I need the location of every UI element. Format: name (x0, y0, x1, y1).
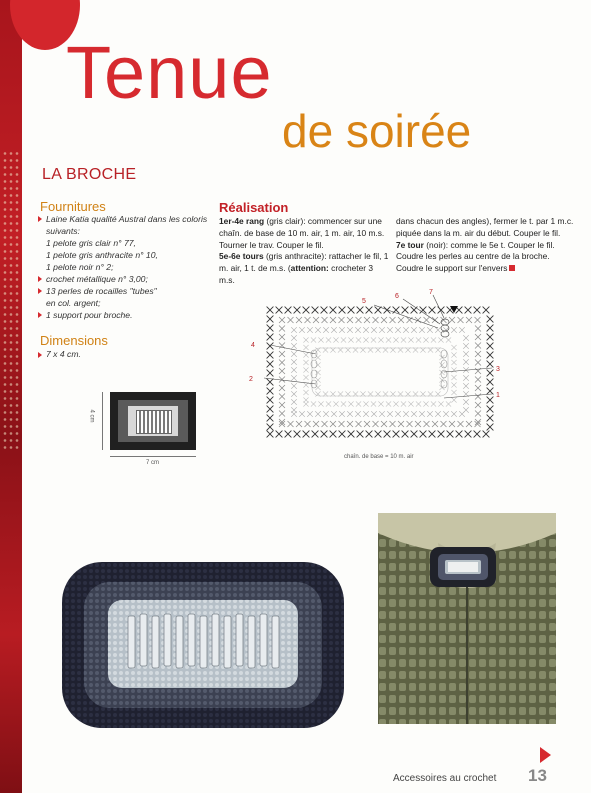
section-title: LA BROCHE (42, 166, 137, 183)
list-item: 1 pelote gris clair n° 77, (46, 238, 136, 248)
diagram-label-1: 1 (496, 392, 500, 399)
fournitures-heading: Fournitures (40, 199, 106, 214)
diagram-label-5: 5 (362, 298, 366, 305)
height-dimension-line (102, 392, 103, 450)
diagram-caption: chaîn. de base = 10 m. air (344, 454, 414, 460)
stitch-marks (267, 307, 494, 438)
bead-icon (260, 614, 267, 666)
bead-icon (248, 616, 255, 668)
diagram-label-6: 6 (395, 293, 399, 300)
diagram-label-3: 3 (496, 366, 500, 373)
list-item: Laine Katia qualité Austral dans les coloris suivants: (38, 213, 218, 237)
bead-icon (224, 616, 231, 668)
crochet-diagram (248, 288, 510, 448)
end-square-icon (509, 265, 515, 271)
bead-icon (188, 614, 195, 666)
brooch-schematic (110, 392, 196, 450)
row-label: 1er-4e rang (219, 216, 265, 226)
list-item: 1 support pour broche. (38, 309, 218, 321)
page-title: Tenue (66, 31, 273, 114)
brooch-photo (58, 556, 348, 732)
bead-icon (152, 616, 159, 668)
list-item: 1 pelote noir n° 2; (46, 262, 114, 272)
bead-icon (272, 616, 279, 668)
diagram-label-7: 7 (429, 289, 433, 296)
bead-icon (200, 616, 207, 668)
list-item: 13 perles de rocailles "tubes" (38, 285, 218, 297)
height-label: 4 cm (88, 409, 95, 423)
next-page-arrow-icon (540, 747, 551, 763)
row-label: 5e-6e tours (219, 251, 264, 262)
footer-label: Accessoires au crochet (393, 773, 497, 784)
realisation-heading: Réalisation (219, 200, 289, 215)
width-dimension-line (110, 456, 196, 457)
dimensions-value: 7 x 4 cm. (38, 349, 81, 359)
bead-icon (236, 614, 243, 666)
bead-icon (140, 614, 147, 666)
bead-icon (212, 614, 219, 666)
diagram-label-2: 2 (249, 376, 253, 383)
fournitures-list (38, 213, 218, 321)
instructions-column-2: dans chacun des angles), fermer le t. par 1 m.c. piquée dans la m. air du début. Couper le fil. 7e tour (noir): comme le 5e t. Couper le fil. Coudre les perles au centre de la broche. Coudre le support sur l'envers (396, 216, 574, 274)
page-subtitle: de soirée (282, 105, 472, 157)
dimensions-heading: Dimensions (40, 333, 108, 348)
instructions-column-1: 1er-4e rang (gris clair): commencer sur une chaîn. de base de 10 m. air, 1 m. air, 10 m.s. Tourner le trav. Couper le fil. 5e-6e tours (gris anthracite): rattacher le fil, 1 m. air, 1 t. de m.s. (attention: crocheter 3 m.s. (219, 216, 389, 285)
bead-icon (176, 616, 183, 668)
bead-icon (128, 616, 135, 668)
cardigan-image (378, 513, 556, 724)
bead-icon (164, 614, 171, 666)
list-item: en col. argent; (46, 298, 101, 308)
beads-icon (136, 410, 172, 434)
list-item: crochet métallique n° 3,00; (38, 273, 218, 285)
cardigan-photo (378, 513, 556, 724)
list-item: 1 pelote gris anthracite n° 10, (46, 250, 158, 260)
decorative-left-strip (0, 0, 22, 793)
diagram-label-4: 4 (251, 342, 255, 349)
row-label: 7e tour (396, 239, 424, 250)
width-label: 7 cm (146, 460, 160, 466)
page-number: 13 (528, 766, 547, 785)
